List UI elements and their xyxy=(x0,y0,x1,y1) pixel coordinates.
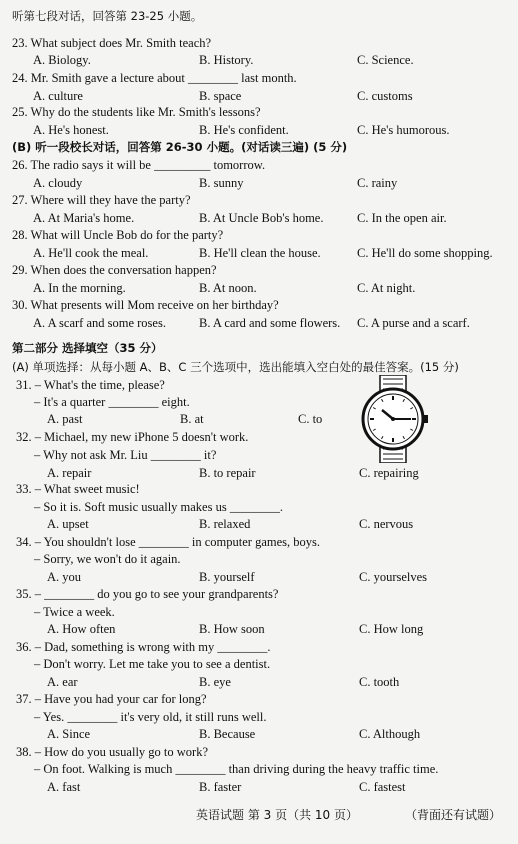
option-c: C. rainy xyxy=(357,176,398,190)
option-c: C. He's humorous. xyxy=(357,123,450,137)
option-c: C. nervous xyxy=(359,517,414,531)
option-b: B. He'll clean the house. xyxy=(199,246,321,260)
question-line2: – On foot. Walking is much ________ than driving during the heavy traffic time. xyxy=(34,762,439,776)
question-line2: – Twice a week. xyxy=(34,605,115,619)
option-b: B. space xyxy=(199,89,242,103)
question-line1: 37. – Have you had your car for long? xyxy=(16,692,207,706)
page-number: 英语试题 第 3 页（共 10 页） xyxy=(196,808,358,822)
option-a: A. He's honest. xyxy=(33,123,109,137)
option-c: C. to xyxy=(298,412,323,426)
question-line1: 31. – What's the time, please? xyxy=(16,378,165,392)
option-a: A. culture xyxy=(33,89,83,103)
question-text: 28. What will Uncle Bob do for the party? xyxy=(12,228,224,242)
option-a: A. past xyxy=(47,412,83,426)
option-c: C. At night. xyxy=(357,281,416,295)
part-header: 第二部分 选择填空（35 分） xyxy=(12,341,163,355)
question-text: 25. Why do the students like Mr. Smith's lessons? xyxy=(12,105,261,119)
wristwatch-icon xyxy=(355,375,431,468)
option-a: A. ear xyxy=(47,675,78,689)
section-header: 听第七段对话，回答第 23-25 小题。 xyxy=(12,9,203,23)
option-b: B. faster xyxy=(199,780,242,794)
option-a: A. fast xyxy=(47,780,81,794)
question-text: 26. The radio says it will be _________ tomorrow. xyxy=(12,158,266,172)
option-c: C. fastest xyxy=(359,780,406,794)
option-c: C. How long xyxy=(359,622,424,636)
option-a: A. How often xyxy=(47,622,116,636)
option-a: A. cloudy xyxy=(33,176,83,190)
question-line2: – It's a quarter ________ eight. xyxy=(34,395,190,409)
option-a: A. He'll cook the meal. xyxy=(33,246,149,260)
question-line1: 32. – Michael, my new iPhone 5 doesn't work. xyxy=(16,430,249,444)
option-b: B. to repair xyxy=(199,466,256,480)
question-line1: 35. – ________ do you go to see your grandparents? xyxy=(16,587,279,601)
question-line1: 38. – How do you usually go to work? xyxy=(16,745,208,759)
question-line1: 36. – Dad, something is wrong with my ________. xyxy=(16,640,271,654)
option-b: B. relaxed xyxy=(199,517,251,531)
option-b: B. He's confident. xyxy=(199,123,289,137)
question-line2: – Sorry, we won't do it again. xyxy=(34,552,181,566)
option-a: A. upset xyxy=(47,517,89,531)
option-a: A. Biology. xyxy=(33,53,91,67)
question-line1: 34. – You shouldn't lose ________ in computer games, boys. xyxy=(16,535,320,549)
option-a: A. At Maria's home. xyxy=(33,211,135,225)
option-b: B. at xyxy=(180,412,204,426)
question-line1: 33. – What sweet music! xyxy=(16,482,140,496)
option-c: C. Although xyxy=(359,727,421,741)
option-b: B. yourself xyxy=(199,570,255,584)
question-line2: – Yes. ________ it's very old, it still runs well. xyxy=(34,710,267,724)
option-b: B. Because xyxy=(199,727,256,741)
section-header: (A) 单项选择：从每小题 A、B、C 三个选项中，选出能填入空白处的最佳答案。(15 分) xyxy=(12,360,459,374)
option-c: C. yourselves xyxy=(359,570,428,584)
option-b: B. A card and some flowers. xyxy=(199,316,341,330)
question-text: 24. Mr. Smith gave a lecture about ________ last month. xyxy=(12,71,297,85)
option-b: B. At Uncle Bob's home. xyxy=(199,211,324,225)
option-c: C. Science. xyxy=(357,53,414,67)
option-c: C. He'll do some shopping. xyxy=(357,246,493,260)
option-c: C. repairing xyxy=(359,466,419,480)
option-c: C. tooth xyxy=(359,675,400,689)
section-header: (B) 听一段校长对话，回答第 26-30 小题。(对话读三遍) (5 分) xyxy=(12,140,348,154)
option-b: B. How soon xyxy=(199,622,265,636)
option-c: C. customs xyxy=(357,89,413,103)
option-c: C. A purse and a scarf. xyxy=(357,316,470,330)
question-line2: – Don't worry. Let me take you to see a dentist. xyxy=(34,657,271,671)
option-a: A. Since xyxy=(47,727,91,741)
option-b: B. sunny xyxy=(199,176,244,190)
option-a: A. In the morning. xyxy=(33,281,126,295)
option-c: C. In the open air. xyxy=(357,211,447,225)
option-b: B. eye xyxy=(199,675,231,689)
option-a: A. A scarf and some roses. xyxy=(33,316,166,330)
option-a: A. you xyxy=(47,570,82,584)
question-line2: – So it is. Soft music usually makes us ________. xyxy=(34,500,283,514)
question-text: 29. When does the conversation happen? xyxy=(12,263,217,277)
question-text: 23. What subject does Mr. Smith teach? xyxy=(12,36,212,50)
question-line2: – Why not ask Mr. Liu ________ it? xyxy=(34,448,217,462)
continued-note: （背面还有试题） xyxy=(405,808,502,822)
option-a: A. repair xyxy=(47,466,92,480)
question-text: 30. What presents will Mom receive on her birthday? xyxy=(12,298,279,312)
option-b: B. At noon. xyxy=(199,281,257,295)
option-b: B. History. xyxy=(199,53,254,67)
question-text: 27. Where will they have the party? xyxy=(12,193,191,207)
